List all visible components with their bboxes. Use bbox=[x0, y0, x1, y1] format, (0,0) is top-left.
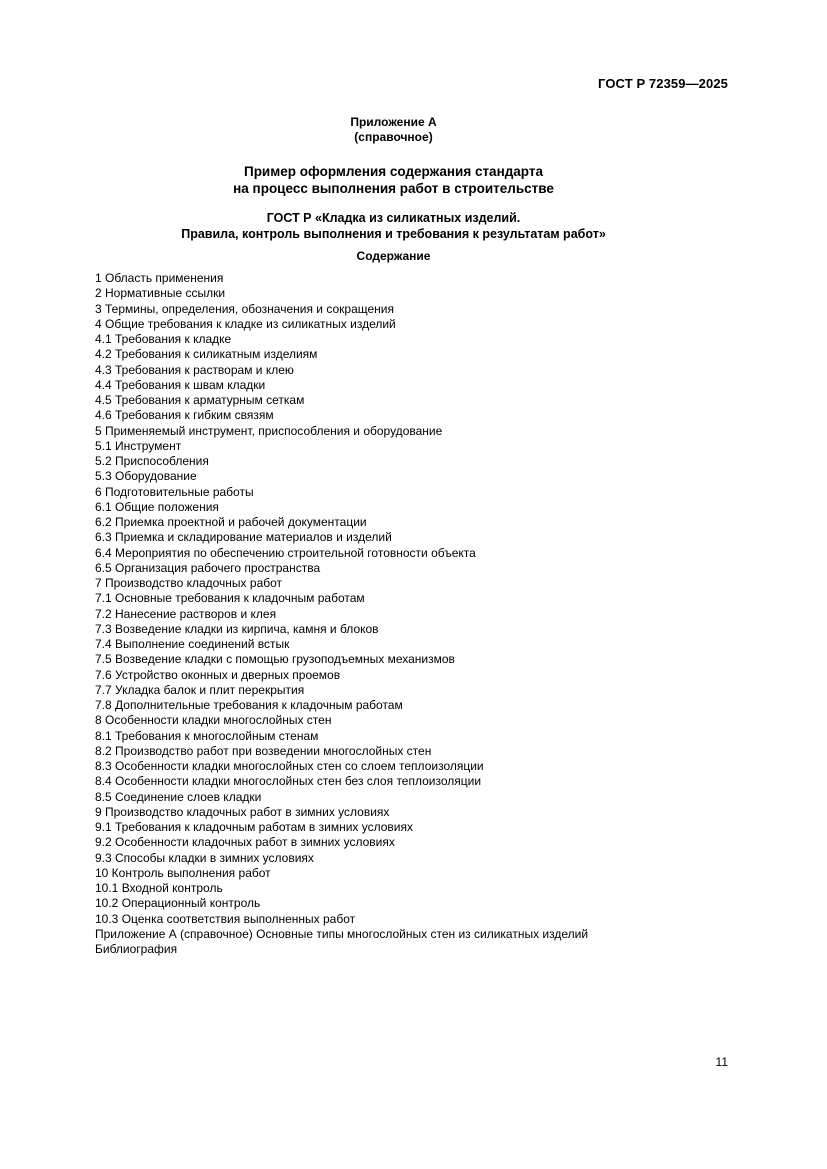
toc-item: 7.3 Возведение кладки из кирпича, камня и блоков bbox=[95, 621, 379, 636]
toc-item: 1 Область применения bbox=[95, 271, 224, 285]
toc-item: 6.4 Мероприятия по обеспечению строительной готовности объекта bbox=[95, 545, 476, 560]
standard-title bbox=[0, 211, 787, 242]
toc-item: 8.4 Особенности кладки многослойных стен без слоя теплоизоляции bbox=[95, 774, 482, 789]
toc-item: Библиография bbox=[95, 942, 178, 956]
toc-item: 4.1 Требования к кладке bbox=[95, 332, 232, 346]
toc-item: 7.6 Устройство оконных и дверных проемов bbox=[95, 667, 341, 682]
toc-item: 7 Производство кладочных работ bbox=[95, 576, 283, 590]
toc-item: 5.3 Оборудование bbox=[95, 469, 197, 484]
toc-item: 3 Термины, определения, обозначения и сокращения bbox=[95, 301, 394, 316]
document-code: ГОСТ Р 72359—2025 bbox=[598, 76, 728, 91]
table-of-contents bbox=[95, 271, 735, 957]
toc-item: 8.1 Требования к многослойным стенам bbox=[95, 728, 319, 743]
toc-item: 6.2 Приемка проектной и рабочей документации bbox=[95, 515, 367, 529]
toc-item: 10.2 Операционный контроль bbox=[95, 896, 261, 911]
toc-item: 7.4 Выполнение соединений встык bbox=[95, 637, 290, 651]
toc-item: 10 Контроль выполнения работ bbox=[95, 865, 271, 880]
contents-heading: Содержание bbox=[356, 249, 431, 263]
toc-item: 4.2 Требования к силикатным изделиям bbox=[95, 347, 318, 362]
appendix-title: Приложение А bbox=[350, 115, 437, 129]
toc-item: 7.8 Дополнительные требования к кладочным работам bbox=[95, 698, 403, 712]
appendix-heading bbox=[0, 115, 787, 145]
toc-item: 8 Особенности кладки многослойных стен bbox=[95, 713, 332, 728]
standard-title-line-1: ГОСТ Р «Кладка из силикатных изделий. bbox=[266, 211, 521, 225]
appendix-type: (справочное) bbox=[354, 130, 433, 144]
toc-item: Приложение А (справочное) Основные типы многослойных стен из силикатных изделий bbox=[95, 926, 589, 941]
example-title bbox=[0, 163, 787, 197]
toc-item: 5.2 Приспособления bbox=[95, 454, 209, 468]
toc-item: 9.2 Особенности кладочных работ в зимних условиях bbox=[95, 835, 395, 850]
toc-item: 7.5 Возведение кладки с помощью грузоподъемных механизмов bbox=[95, 652, 455, 667]
toc-item: 5 Применяемый инструмент, приспособления и оборудование bbox=[95, 423, 443, 438]
toc-item: 8.5 Соединение слоев кладки bbox=[95, 789, 262, 804]
toc-item: 6.3 Приемка и складирование материалов и изделий bbox=[95, 530, 392, 545]
toc-item: 7.1 Основные требования к кладочным работам bbox=[95, 591, 365, 606]
toc-item: 4.4 Требования к швам кладки bbox=[95, 377, 266, 392]
toc-item: 9 Производство кладочных работ в зимних условиях bbox=[95, 804, 390, 819]
toc-item: 5.1 Инструмент bbox=[95, 438, 182, 453]
toc-item: 9.3 Способы кладки в зимних условиях bbox=[95, 850, 314, 865]
toc-item: 4.6 Требования к гибким связям bbox=[95, 408, 274, 423]
toc-item: 6.1 Общие положения bbox=[95, 499, 219, 514]
toc-item: 4.3 Требования к растворам и клею bbox=[95, 362, 294, 377]
example-title-line-2: на процесс выполнения работ в строительстве bbox=[233, 181, 554, 196]
toc-item: 2 Нормативные ссылки bbox=[95, 286, 226, 301]
toc-item: 10.1 Входной контроль bbox=[95, 881, 223, 895]
toc-item: 10.3 Оценка соответствия выполненных работ bbox=[95, 911, 356, 926]
toc-item: 9.1 Требования к кладочным работам в зимних условиях bbox=[95, 820, 413, 834]
page-number: 11 bbox=[715, 1055, 728, 1069]
toc-item: 6.5 Организация рабочего пространства bbox=[95, 560, 321, 575]
toc-item: 7.2 Нанесение растворов и клея bbox=[95, 606, 277, 621]
toc-item: 8.2 Производство работ при возведении многослойных стен bbox=[95, 743, 432, 758]
toc-item: 4 Общие требования к кладке из силикатных изделий bbox=[95, 316, 396, 331]
example-title-line-1: Пример оформления содержания стандарта bbox=[243, 164, 543, 179]
toc-item: 4.5 Требования к арматурным сеткам bbox=[95, 393, 305, 407]
toc-item: 8.3 Особенности кладки многослойных стен со слоем теплоизоляции bbox=[95, 759, 484, 773]
standard-title-line-2: Правила, контроль выполнения и требования к результатам работ» bbox=[181, 226, 606, 241]
toc-item: 6 Подготовительные работы bbox=[95, 484, 254, 499]
toc-item: 7.7 Укладка балок и плит перекрытия bbox=[95, 682, 305, 697]
